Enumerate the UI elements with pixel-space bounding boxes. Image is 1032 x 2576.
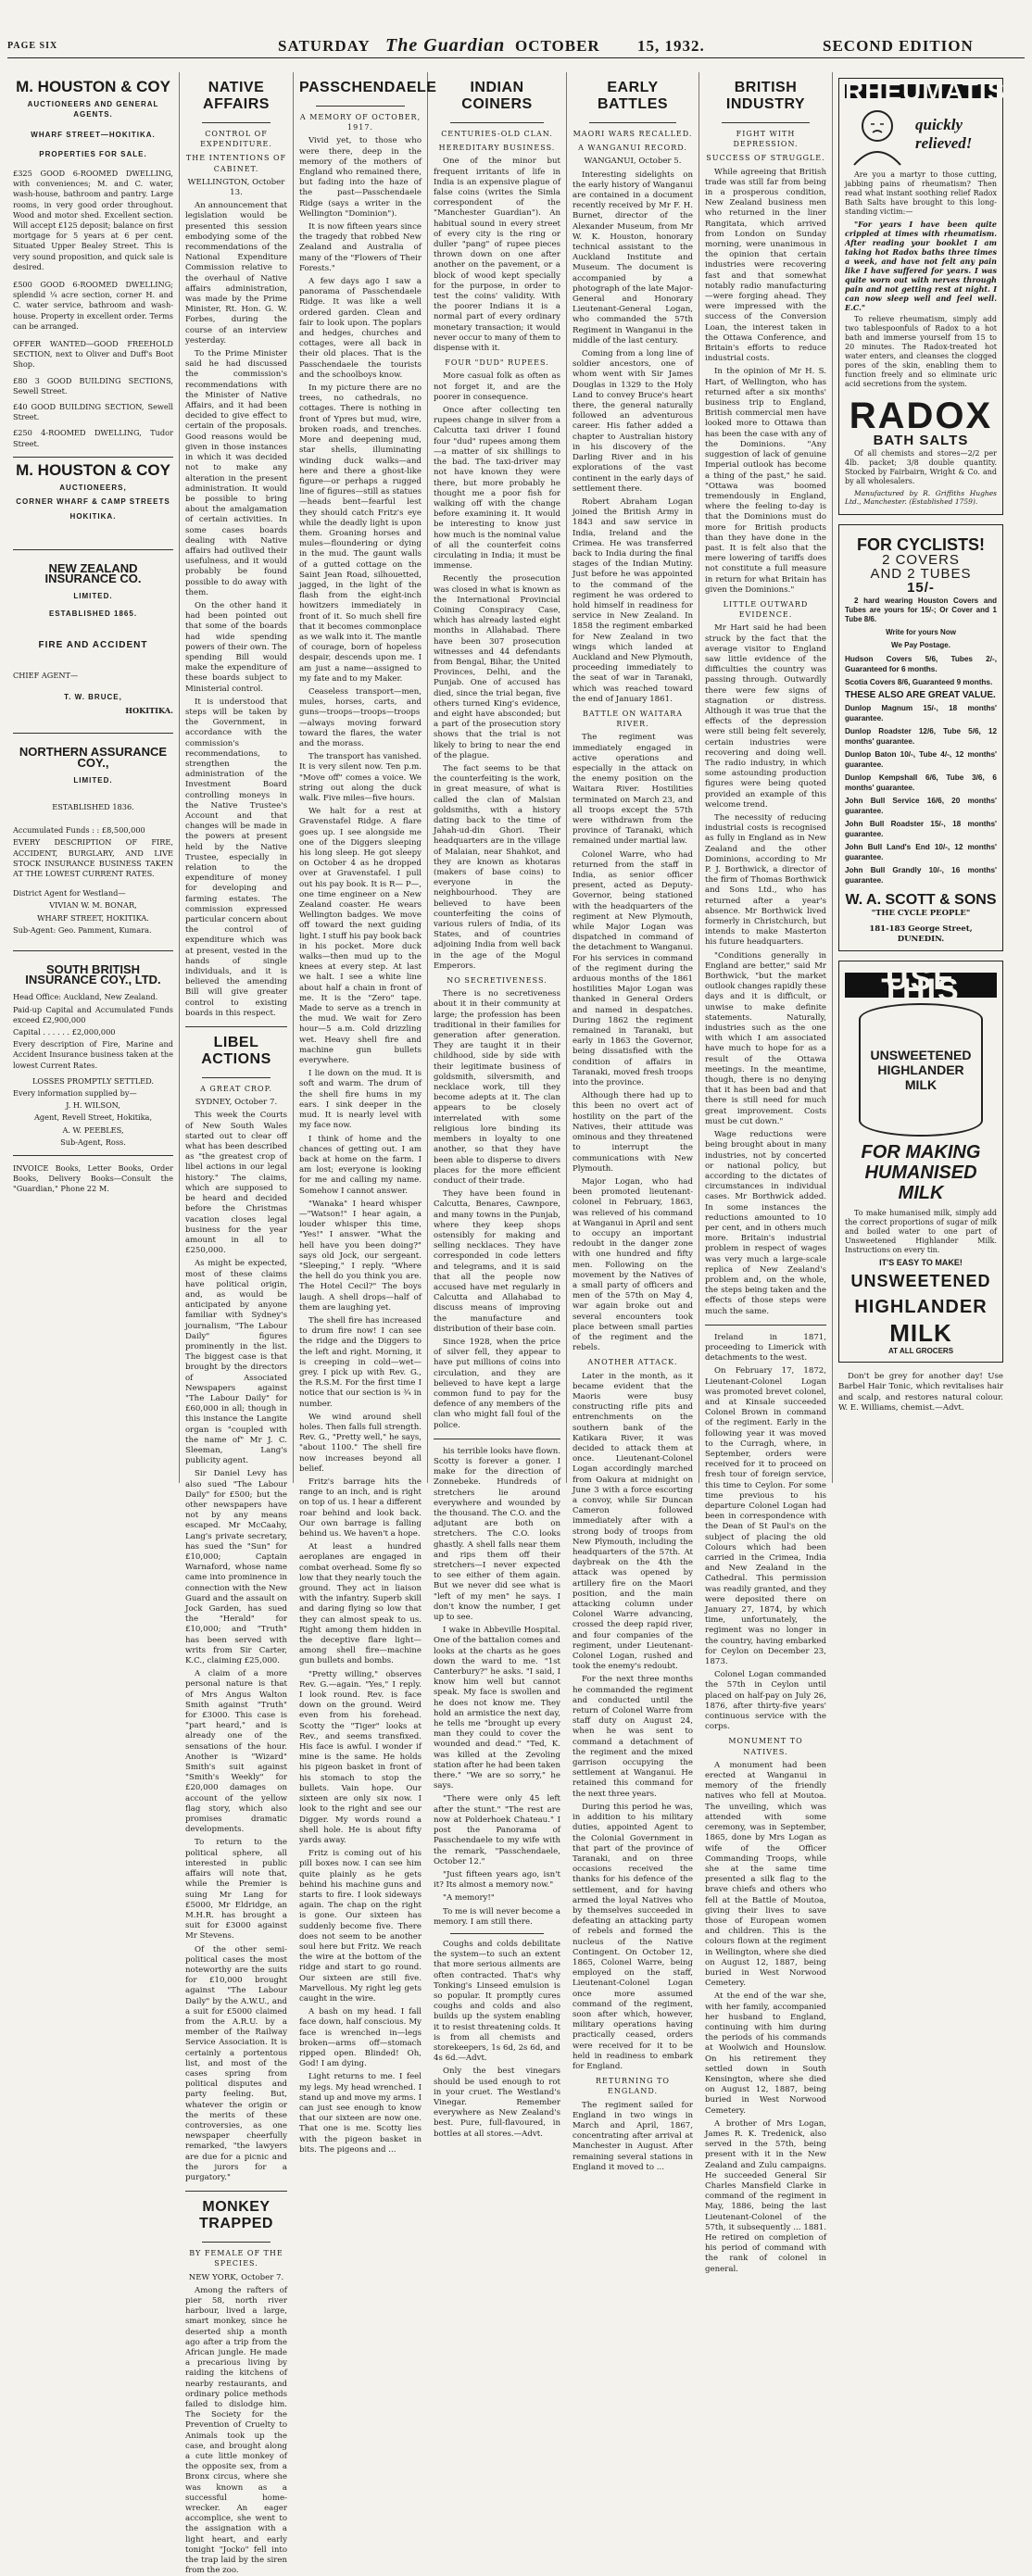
milk-easy: IT'S EASY TO MAKE! bbox=[879, 1257, 963, 1267]
article-paragraph: On February 17, 1872, Lieutenant-Colonel Logan was promoted brevet colonel, and at Kinsale succeeded Colonel Brown in command of the regiment. Early in the following year it was moved to the Curragh, where, in September, orders were received for it to proceed on fresh tour of foreign service, this time to Ceylon. For some time previous to his departure Colonel Logan had been in correspondence with the Dean of St Paul's on the subject of placing the old Colours which had been carried in the Crimea, India and New Zealand in the Cathedral. This permission was readily granted, and they were deposited there on January 27, 1874, by which time, unfortunately, the regiment was no longer in the country, having embarked for Ceylon on December 23, 1873. bbox=[705, 1366, 826, 1667]
cyclists-advert bbox=[838, 524, 1003, 951]
column-3 bbox=[294, 72, 437, 2155]
battles-sub4: ANOTHER ATTACK. bbox=[587, 1358, 678, 1367]
divider bbox=[13, 733, 173, 734]
divider bbox=[185, 1026, 287, 1027]
article-paragraph: his terrible looks have flown. Scotty is forever a goner. I make for the direction of Zonnebeke. Hundreds of stretchers lie around everywhere and wounded by the thousand. The C.O. and the adjutant are both on stretchers. The C.O. looks ghastly. A shell falls near them and rips them off their stretchers—I never expected to see either of them again. But we never did see what is "left of my men" he says. I don't know the number, I get up to see. bbox=[434, 1446, 560, 1623]
masthead-edition: SECOND EDITION bbox=[823, 37, 974, 55]
nzins-sub3: FIRE AND ACCIDENT bbox=[38, 639, 148, 650]
battles-sub5: RETURNING TO ENGLAND. bbox=[596, 2077, 670, 2096]
price-row: Dunlop Roadster 12/6, Tube 5/6, 12 months' guarantee. bbox=[845, 726, 997, 746]
battles-dateline: WANGANUI, October 5. bbox=[584, 157, 682, 167]
article-paragraph: Fritz's barrage hits the range to an inch, and is right on top of us. I hear a different roar behind and look back. Our own barrage is falling behind us. We haven't a hope. bbox=[299, 1477, 422, 1539]
article-paragraph: A claim of a more personal nature is that of Mrs Angus Walton Smith against "Truth" for £3000. This case is "part heard," and is already one of the sensations of the hour. Another is "Wizard" Smith's suit against "Smith's Weekly" for £20,000 damages on account of the yellow flag story, which also promises dramatic developments. bbox=[185, 1669, 287, 1835]
article-paragraph: Light returns to me. I feel my legs. My head wrenched. I stand up and move my arms. I can just see enough to know that our sixteen are now one. That one is me. Scotty lies with the pigeon basket in bits. The pigeons and ... bbox=[299, 2072, 422, 2155]
advert-paragraph: Don't be grey for another day! Use Barbel Hair Tonic, which revitalises hair and scalp, and restores natural colour. W. E. Williams, chemist.—Advt. bbox=[838, 1372, 1003, 1413]
houston-name: M. HOUSTON & COY bbox=[16, 78, 170, 95]
firm-address: 181-183 George Street, DUNEDIN. bbox=[869, 924, 973, 945]
nzins-sub5: T. W. BRUCE, bbox=[64, 692, 122, 701]
battles-sub1: MAORI WARS RECALLED. bbox=[573, 130, 693, 138]
divider bbox=[202, 1077, 271, 1078]
industry-sub3: LITTLE OUTWARD EVIDENCE. bbox=[723, 599, 809, 620]
milk-stores: AT ALL GROCERS bbox=[887, 1347, 954, 1356]
libel-headline: LIBEL ACTIONS bbox=[201, 1035, 271, 1068]
columns bbox=[7, 72, 1028, 2576]
article-paragraph: They have been found in Calcutta, Benares, Cawnpore, and many towns in the Punjab, where they keep shops ostensibly for making and selling necklaces. They have corresponded in code letters and telegrams, and it is said that all the people now accused have met regularly in Calcutta and Allahabad to discuss means of improving the manufacture and distribution of their base coin. bbox=[434, 1189, 560, 1334]
passchendaele-headline: PASSCHENDAELE bbox=[299, 80, 437, 95]
article-paragraph: An announcement that legislation would be presented this session embodying some of the recommendations of the National Expenditure Commission relative to the overhaul of Native affairs administration, was made by the Prime Minister, Rt. Hon. G. W. Forbes, during the course of an interview yesterday. bbox=[185, 201, 287, 346]
coiners-headline: INDIAN COINERS bbox=[461, 80, 533, 112]
masthead-day: SATURDAY bbox=[278, 37, 371, 55]
tyre-price-list bbox=[845, 654, 997, 886]
article-paragraph: "There were only 45 left after the stunt." "The rest are now at Polderhoek Chateau." I post the Panorama of Passchendaele to my wife with the remark, "Passchendaele, October 12." bbox=[434, 1794, 560, 1866]
nzins-sub1: LIMITED. bbox=[73, 592, 113, 601]
rheumatism-banner: RHEUMATISM bbox=[845, 77, 1028, 106]
houston2-sub2: CORNER WHARF & CAMP STREETS bbox=[16, 497, 170, 507]
column-1 bbox=[7, 72, 180, 1483]
houston-sub3: PROPERTIES FOR SALE. bbox=[39, 149, 147, 158]
article-paragraph: To me is will never become a memory. I am still there. bbox=[434, 1906, 560, 1927]
coiners-sub3: FOUR "DUD" RUPEES. bbox=[445, 358, 549, 368]
battles-headline: EARLY BATTLES bbox=[597, 80, 669, 112]
article-paragraph: In the opinion of Mr H. S. Hart, of Wellington, who has returned after a six months' business trip to England, British commercial men have looked more to Ottawa than has been the case with any of the Dominions. "Any suggestion of lack of genuine Imperial outlook has become a thing of the past," he said. "Ottawa was boomed tremendously in England, where the feeling to-day is that the Dominions must do more for British products than they have done in the past. It is felt also that the mere lowering of tariffs does not constitute a full measure in return for what Britain has given the Dominions." bbox=[705, 367, 826, 595]
native-dateline: WELLINGTON, October 13. bbox=[187, 177, 285, 198]
article-paragraph: "Wanaka" I heard whisper—"Watson!" I hear again, a louder whisper this time, "Yes!" I answer. "What the hell have you been doing?" says old Jock, our sergeant. "Sleeping," I reply. "Where the hell do you think you are. The Hotel Cecil?" The boys laugh. A shell drops—half of them are laughing yet. bbox=[299, 1199, 422, 1313]
houston2-sub3: HOKITIKA. bbox=[69, 511, 117, 521]
advert-paragraph: Write for yours Now bbox=[886, 628, 956, 637]
article-paragraph: Coming from a long line of soldier ancestors, one of whom went with Sir James Douglas in 1329 to the Holy Land to convey Bruce's heart there, the general naturally followed an adventurous career. His father added a chapter to Australian history in his discovery of the Darling River and in his explorations of the vast continent in the early days of settlement there. bbox=[573, 349, 693, 494]
article-paragraph: We wind around shell holes. Then falls full strength. Rev. G., "Pretty well," he says, "about 1100." The shell fire now increases beyond all belief. bbox=[299, 1412, 422, 1474]
northern-line: EVERY DESCRIPTION OF FIRE, ACCIDENT, BURGLARY, AND LIVE STOCK INSURANCE BUSINESS TAKEN AT THE LOWEST CURRENT RATES. bbox=[13, 837, 173, 878]
column-6 bbox=[699, 72, 833, 2274]
property-listing: £325 GOOD 6-ROOMED DWELLING, with conveniences; M. and C. water, wash-house, bathroom and pantry. Large rooms, in very good order throughout. Wood and motor shed. Excellent section. Will accept £125 deposit; balance on first mortgage for 5 years at 6 per cent. Situated Upper Bealey Street. This is very sound proposition, and quick sale is desired. bbox=[13, 169, 173, 271]
firm-name: W. A. SCOTT & SONS bbox=[845, 891, 997, 908]
masthead-title: The Guardian bbox=[385, 35, 506, 56]
nzins-sub2: ESTABLISHED 1865. bbox=[48, 609, 138, 619]
article-paragraph: We halt for a rest at Gravenstafel Ridge. A flare goes up. I see alongside me one of the Diggers sleeping his long sleep. He got sleepy on October 4 as he dropped over at Gravenstafel. I pull out his pay book. It is R— P—, one time engineer on a New Zealand coaster. He wears Wellington badges. We move off toward the next guiding light. I stuff his pay book back in his pocket. More duck walks—then mud up to the knees at every step. At last we halt. I see a white line about half a chain in front of me. It is the "Zero" tape. Made to serve as a trench in the mud. We wait for Zero hour—5 a.m. Cold drizzling wet. Heavy shell fire and machine gun bullets everywhere. bbox=[299, 807, 422, 1066]
article-paragraph: Since 1928, when the price of silver fell, they appear to have put millions of coins into circulation, and they are believed to have kept a large common fund to pay for the defence of any members of the clan who might fall foul of the police. bbox=[434, 1337, 560, 1430]
page-number: PAGE SIX bbox=[7, 41, 58, 51]
price-row: THESE ALSO ARE GREAT VALUE. bbox=[845, 689, 996, 700]
libel-dateline: SYDNEY, October 7. bbox=[195, 1098, 278, 1108]
milk-tin-icon: UNSWEETENED HIGHLANDER MILK bbox=[859, 1003, 983, 1137]
native-headline: NATIVE AFFAIRS bbox=[203, 80, 270, 112]
article-paragraph: I wake in Abbeville Hospital. One of the battalion comes and looks at the charts as he goes down the ward to me. "1st Canterbury?" he asks. "I said, I know him well but cannot speak. My face is swollen and he does not know me. They hold an armistice the next day, he tells me "brought up every man they could to cover the wounded and dead." "Ted, K. was killed at the Zevoling station after he had been taken there." "We are so sorry," he says. bbox=[434, 1626, 560, 1791]
sb-line: A. W. PEEBLES, bbox=[62, 1125, 124, 1135]
article-paragraph: Vivid yet, to those who were there, deep in the memory of the mothers of England who remained there, but fading into the haze of the past—Passchendaele Ridge (says a writer in the Wellington "Dominion"). bbox=[299, 136, 422, 219]
northern-sub1: LIMITED. bbox=[73, 775, 113, 785]
native-sub1: CONTROL OF EXPENDITURE. bbox=[200, 130, 272, 149]
southbritish-name: SOUTH BRITISH INSURANCE COY., LTD. bbox=[25, 961, 161, 987]
sb-line: Paid-up Capital and Accumulated Funds exceed £2,900,000 bbox=[13, 1004, 173, 1024]
industry-sub1: FIGHT WITH DEPRESSION. bbox=[733, 130, 799, 149]
divider bbox=[589, 122, 676, 123]
article-paragraph: A few days ago I saw a panorama of Passchendaele Ridge. It was like a well ordered garden. Clean and fair to look upon. The poplars and hedges, churches and cottages, were all back in their old places. That is the Passchendaele the tourists and the schoolboys know. bbox=[299, 277, 422, 380]
masthead bbox=[7, 0, 1025, 58]
houston-sub2: WHARF STREET—HOKITIKA. bbox=[31, 130, 156, 139]
advert-paragraph: To make humanised milk, simply add the correct proportions of sugar of milk and boiled water to one part of Unsweetened Highlander Milk. Instructions on every tin. bbox=[845, 1208, 997, 1254]
divider bbox=[13, 1155, 173, 1156]
advert-paragraph: Are you a martyr to those cutting, jabbing pains of rheumatism? Then read what instant soothing relief Radox Bath Salts have brought to this long-standing victim:— bbox=[845, 170, 997, 217]
article-paragraph: More casual folk as often as not forget it, and are the poorer in consequence. bbox=[434, 371, 560, 402]
article-paragraph: "Just fifteen years ago, isn't it? Its almost a memory now." bbox=[434, 1869, 560, 1891]
price-row: John Bull Service 16/6, 20 months' guarantee. bbox=[845, 796, 997, 815]
article-paragraph: While agreeing that British trade was still far from being in a prosperous condition, New Zealand business men who returned in the liner Rangitata, which arrived from London on Sunday morning, were unanimous in the opinion that certain industries were recovering fast and that somewhat notably radio manufacturing—were forging ahead. They were impressed with the success of the Conversion Loan, the interest taken in the Ottawa Conference, and Britain's efforts to reduce industrial costs. bbox=[705, 167, 826, 364]
article-paragraph: Sir Daniel Levy has also sued "The Labour Daily" for £500; but the other newspapers have not by any means escaped. Mr McCaahy, Lang's private secretary, has sued the "Sun" for £10,000; Captain Warnaford, whose name came into prominence in connection with the New Guard and the assault on Jock Garden, has sued the "Herald" for £10,000; and "Truth" has been served with writs from Sir Carter, K.C., claiming £25,000. bbox=[185, 1469, 287, 1666]
coiners-sub2: HEREDITARY BUSINESS. bbox=[438, 144, 556, 153]
northern-line: District Agent for Westland— bbox=[13, 888, 126, 898]
divider bbox=[316, 106, 405, 107]
passchendaele-sub1: A MEMORY OF OCTOBER, 1917. bbox=[299, 113, 422, 132]
cyclists-line2: AND 2 TUBES bbox=[870, 565, 972, 582]
property-listing: £80 3 GOOD BUILDING SECTIONS, Sewell Street. bbox=[13, 375, 173, 396]
nzins-sub4: CHIEF AGENT— bbox=[13, 670, 79, 680]
article-paragraph: It is now fifteen years since the tragedy that robbed New Zealand and Australia of many of the "Flowers of Their Forests." bbox=[299, 222, 422, 273]
divider bbox=[185, 2191, 287, 2192]
northern-line: WHARF STREET, HOKITIKA. bbox=[37, 912, 149, 923]
houston-sub1: AUCTIONEERS AND GENERAL AGENTS. bbox=[27, 100, 159, 119]
price-row: Dunlop Magnum 15/-, 18 months' guarantee. bbox=[845, 703, 997, 723]
article-paragraph: At the end of the war she, with her family, accompanied her husband to England, continuing with him during the periods of his commands at Woolwich and Hounslow. On his retirement they settled down in South Kensington, where she died on August 12, 1887, being buried in West Norwood Cemetery. bbox=[705, 1992, 826, 2116]
column-5 bbox=[567, 72, 699, 2172]
northern-name: NORTHERN ASSURANCE COY., bbox=[19, 745, 168, 770]
battles-sub2: A WANGANUI RECORD. bbox=[578, 144, 687, 153]
sb-line: Sub-Agent, Ross. bbox=[60, 1137, 126, 1147]
divider bbox=[202, 122, 271, 123]
article-paragraph: At least a hundred aeroplanes are engaged in combat overhead. Some fly so low that they nearly touch the ground. They act in liaison with the infantry. Superb skill and daring flying so low that they can almost speak to us. Right among them hidden in the deceptive flare light—among shell fire—machine gun bullets and bombs. bbox=[299, 1542, 422, 1666]
article-paragraph: The transport has vanished. It is very silent now. Ten p.m. "Move off" comes a voice. We string out along the duck walk. Five miles—five hours. bbox=[299, 752, 422, 803]
article-paragraph: Of the other semi-political cases the most noteworthy are the suits for £10,000 brought against "The Labour Daily" by the A.W.U., and a suit for £5000 claimed from the A.R.U. by a member of the Railway Service Association. It is certainly a portentous list, and most of the cases spring from political disputes and party feeling. But, whatever the origin or the merits of these controversies, as one newspaper cheerfully remarked, "the lawyers are due for a picnic and the jurors for a purgatory." bbox=[185, 1944, 287, 2182]
article-paragraph: For the next three months he commanded the regiment and conducted until the return of Colonel Warre from staff duty on August 24, when he was sent to command a detachment of the regiment and the mixed garrison occupying the settlement at Wanganui. He retained this command for the next three years. bbox=[573, 1675, 693, 1799]
price-row: John Bull Roadster 15/-, 18 months' guarantee. bbox=[845, 819, 997, 838]
article-paragraph: A bash on my head. I fall face down, half conscious. My face is wrenched in—legs broken—arms off—stomach ripped open. Blinded! Oh, God! I am dying. bbox=[299, 2007, 422, 2069]
industry-sub2: SUCCESS OF STRUGGLE. bbox=[706, 154, 825, 163]
sb-line: J. H. WILSON, bbox=[66, 1100, 120, 1111]
article-paragraph: Robert Abraham Logan joined the British Army in 1843 and saw service in India, Ireland and the Crimea. He was transferred back to India during the final stages of the Indian Mutiny. Just before he was appointed to the command of the regiment he was ordered to hold himself in readiness for service in New Zealand. In 1858 the regiment embarked for New Zealand in two wings which landed at Auckland and New Plymouth, proceeding immediately to the seat of war in Taranaki, which was reached toward the end of January 1861. bbox=[573, 496, 693, 704]
sb-line: Every information supplied by— bbox=[13, 1088, 137, 1098]
sb-line: Head Office: Auckland, New Zealand. bbox=[13, 992, 158, 1002]
advert-paragraph: To relieve rheumatism, simply add two tablespoonfuls of Radox to a hot bath and immerse yourself from 15 to 20 minutes. The Radox-treated hot water enters, and cleanses the clogged pores of the skin, enabling them to function freely and so eliminate uric acid secretions from the system. bbox=[845, 315, 997, 389]
northern-sub2: ESTABLISHED 1836. bbox=[52, 801, 134, 811]
divider bbox=[13, 950, 173, 951]
advert-paragraph: We Pay Postage. bbox=[891, 641, 950, 650]
article-paragraph: Major Logan, who had been promoted lieutenant-colonel in February, 1863, was relieved of his command at Wanganui in April and sent to occupy an important redoubt in the danger zone with one hundred and fifty men. Following on the movement by the Natives of a small party of officers and men of the 57th on May 4, war again broke out and several encounters took place between small parties of the regiment and the rebels. bbox=[573, 1176, 693, 1353]
coiners-sub4: NO SECRETIVENESS. bbox=[447, 976, 547, 986]
nzins-name: NEW ZEALAND INSURANCE CO. bbox=[44, 560, 142, 585]
article-paragraph: To the Prime Minister said he had discussed the commission's recommendations with the Minister of Native Affairs, and it had been decided to give effect to certain of the proposals. Good reasons would be given in those instances in which it was decided not to make any alteration in the present administration. It would be possible to bring about the amalgamation of certain activities. In some cases boards dealing with Native affairs had outlived their usefulness, and it would probably be found possible to do away with them. bbox=[185, 349, 287, 597]
northern-line: Accumulated Funds : : £8,500,000 bbox=[13, 825, 145, 836]
monkey-sub1: BY FEMALE OF THE SPECIES. bbox=[189, 2249, 283, 2268]
monkey-dateline: NEW YORK, October 7. bbox=[188, 2272, 284, 2282]
sufferer-illustration-icon bbox=[845, 102, 910, 167]
cyclists-price: 15/- bbox=[907, 580, 935, 597]
rheumatism-tagline: quickly relieved! bbox=[915, 116, 973, 153]
price-row: John Bull Land's End 10/-, 12 months' guarantee. bbox=[845, 842, 997, 861]
column-7 bbox=[833, 72, 1028, 1483]
sb-line: Capital . . . . . . £2,000,000 bbox=[13, 1026, 116, 1037]
industry-headline: BRITISH INDUSTRY bbox=[725, 80, 806, 112]
masthead-date: 15, 1932. bbox=[637, 37, 705, 55]
advert-quote: "For years I have been quite crippled at times with rheumatism. After reading your booklet I am taking hot Radox baths three times a week, and have not felt any pain like I have suffered for years. I was quite worn out with nerves through pain and not getting rest at night. I can now sleep well and feel well. E.C." bbox=[845, 220, 997, 313]
article-paragraph: In my picture there are no trees, no cathedrals, no cottages. There is nothing in front of Ypres but mud, wire, broken roads, and trenches. More and deepening mud, star shells, illuminating winding duck walks—and here and there a ghost-like figure—or perhaps a rugged line of figures—still as statues—heads bent—fearful lest they should catch Fritz's eye while the deadly light is upon them. Groaning horses and mules—floundering or dying in the mud. The gaunt walls of a gutted cottage on the Saint Jean Road, silhouetted, jagged, in the light of the flash from the eight-inch howitzers immediately in front of it. So much shell fire that it becomes commonplace as we walk into it. The mantle of courage, born of hopeless despair, descends upon me. I am just a name—assigned to my fate and to my Maker. bbox=[299, 383, 422, 684]
price-row: John Bull Grandly 10/-, 16 months' guarantee. bbox=[845, 865, 997, 885]
libel-sub1: A GREAT CROP. bbox=[200, 1085, 272, 1094]
article-paragraph: Colonel Logan commanded the 57th in Ceylon until placed on half-pay on July 26, 1876, after thirty-five years' continuous service with the corps. bbox=[705, 1670, 826, 1732]
article-paragraph: To return to the political sphere, all interested in public affairs will note that, while the Premier is suing Mr Lang for £5000, Mr Eldridge, an M.H.R. has brought a suit for £3000 against Mr Stevens. bbox=[185, 1838, 287, 1941]
divider bbox=[722, 122, 810, 123]
article-paragraph: Mr Hart said he had been struck by the fact that the average visitor to England saw little evidence of the difficulties the country was passing through. Outwardly there were few signs of stagnation or distress. Although it was true that the effects of the depression were still being felt severely, certain industries were recovering and doing well. The radio industry, in which some astounding production figures were being quoted provided an example of this welcome trend. bbox=[705, 623, 826, 810]
price-row: Dunlop Baton 10/-, Tube 4/-, 12 months' guarantee. bbox=[845, 749, 997, 769]
monkey-headline: MONKEY TRAPPED bbox=[199, 2199, 273, 2232]
advert-paragraph: 2 hard wearing Houston Covers and Tubes are yours for 15/-; Or Cover and 1 Tube 8/6. bbox=[845, 597, 997, 624]
houston2-sub1: AUCTIONEERS, bbox=[59, 484, 127, 493]
article-paragraph: Interesting sidelights on the early history of Wanganui are contained in a document recently received by Mr F. H. Burnet, director of the Alexander Museum, from Mr W. K. Houston, honorary technical assistant to the Auckland Institute and Museum. The document is accompanied by a photograph of the late Major-General and Honorary Lieutenant-General Logan, who commanded the 57th Regiment in Wanganui in the middle of the last century. bbox=[573, 170, 693, 346]
article-paragraph: Although there had up to this been no overt act of hostility on the part of the Natives, their attitude was ominous and they threatened to interrupt the communications with New Plymouth. bbox=[573, 1091, 693, 1174]
article-paragraph: "Pretty willing," observes Rev. G.—again. "Yes," I reply. I look round. Rev. is face down on the ground. Weird even from his forehead. Scotty the "Tiger" looks at Rev., and seems transfixed. His face is awful. I wonder if mine is the same. He holds his pigeon basket in front of his stomach to stop the bullets. Vain hope. Our sixteen are only six now. I look to the right and see our Digger. My words round a shell hole. He is about fifty yards away. bbox=[299, 1669, 422, 1845]
advert-paragraph: Manufactured by R. Griffiths Hughes Ltd., Manchester. (Established 1759). bbox=[845, 489, 997, 507]
article-paragraph: The fact seems to be that the counterfeiting is the work, in great measure, of what is called the clan of Malsian goldsmiths, with a history dating back to the time of Jahah-ud-din Ghori. Their headquarters are in the village of Malaian, near Shahkot, and they are known as khotaras (makers of base coins) to everyone in the neighbourhood. They are believed to have been counterfeiting the coins of various rulers of India, of its States, and of countries adjoining India from well back in the age of the Mogul Emperors. bbox=[434, 763, 560, 971]
article-paragraph: Once after collecting ten rupees change in silver from a Calcutta taxi driver I found four "dud" rupees among them—a matter of six shillings to the bad. The taxi-driver may not have known they were there, but more probably he thought me a poor fish for walking off with the change before examining it. It would be interesting to know just how much is the nominal value of all the counterfeit coins circulating in India; it must be immense. bbox=[434, 406, 560, 572]
divider bbox=[705, 1325, 826, 1326]
radox-advert bbox=[838, 77, 1028, 515]
native-sub2: THE INTENTIONS OF CABINET. bbox=[185, 154, 287, 173]
property-listing: £250 4-ROOMED DWELLING, Tudor Street. bbox=[13, 428, 173, 448]
article-paragraph: I think of home and the chances of getting out. I am back at home on the farm. I am lost; everyone is looking for me and calling my name. Somehow I cannot answer. bbox=[299, 1134, 422, 1196]
coiners-sub1: CENTURIES-OLD CLAN. bbox=[441, 130, 553, 138]
article-paragraph: Fritz is coming out of his pill boxes now. I can see him quite plainly as he gets behind his machine guns and starts to fire. I look sideways again. The chap on the right is gone. Our sixteen has suddenly become five. There does not seem to be another soul here but Fritz. We reach the wire at the bottom of the ridge and start to go round. Our sixteen are still five. Marvellous. My right leg gets caught in the wire. bbox=[299, 1849, 422, 2004]
highlander-advert bbox=[838, 961, 1003, 1363]
article-paragraph: A brother of Mrs Logan, James R. K. Tredenick, also served in the 57th, being present with it in the New Zealand and Zulu campaigns. He succeeded General Sir Charles Mansfield Clarke in command of the regiment in May, 1886, being the last Lieutenant-Colonel of the 57th, it subsequently ... 1881. He retired on completion of his period of command with the rank of colonel in general. bbox=[705, 2118, 826, 2274]
article-paragraph: Wage reductions were being brought about in many industries, not by concerted or national policy, but according to the dictates of circumstances in individual cases. Mr Borthwick added. In some instances the reductions amounted to 10 per cent, and in others much more. Britain's industrial problem in respect of wages was very much a large-scale replica of New Zealand's problem and, on the whole, the steps being taken and the effects of those steps were much the same. bbox=[705, 1130, 826, 1316]
article-paragraph: Ceaseless transport—men, mules, horses, carts, and guns—troops—troops—troops—always moving forward toward the flares, the water and the morass. bbox=[299, 686, 422, 748]
divider bbox=[202, 2242, 271, 2243]
northern-line: VIVIAN W. M. BONAR, bbox=[49, 900, 137, 911]
invoice-notice: INVOICE Books, Letter Books, Order Books, Delivery Books—Consult the "Guardian," Phone 22 M. bbox=[13, 1163, 173, 1194]
article-paragraph: One of the minor but frequent irritants of life in India is an expensive plague of false coins (writes the Simla correspondent of the "Manchester Guardian"). An habitual sound in every street of every city is the ring or duller "pang" of rupee pieces thrown down on one after another on the pavement, or a block of wood kept specially for the purpose, in order to test the coins' validity. With the poorer Indians it is a normal part of every ordinary monetary transaction; it would never occur to many of them to dispense with it. bbox=[434, 157, 560, 354]
article-paragraph: Ireland in 1871, proceeding to Limerick with detachments to the west. bbox=[705, 1332, 826, 1363]
article-paragraph: Recently the prosecution was closed in what is known as the International Provincial Coining Conspiracy Case, which has already lasted eight months in Allahabad. There have been 307 prosecution witnesses and 44 defendants from Bengal, Bihar, the United Provinces, Delhi, and the Punjab. One of accused has died, since the trial began, five others turned King's evidence, and eight have absconded; but a part of the prosecution story shows that the trial is not likely to bring to near the end of the plague. bbox=[434, 574, 560, 760]
article-paragraph: There is no secretiveness about it in their community at large; the profession has been traditional in their families for generation after generation. They are taught it in their childhood, side by side with their legitimate business of goldsmith, silversmith, and necklace work, till they become adepts at it. The clan appears to be closely interrelated with some religious lore binding its members in loyalty to one another, so that they have been able to disperse to divers places for the more efficient conduct of their trade. bbox=[434, 989, 560, 1186]
property-listing: £40 GOOD BUILDING SECTION, Sewell Street. bbox=[13, 402, 173, 422]
nzins-sub6: HOKITIKA. bbox=[125, 706, 173, 716]
article-paragraph: "A memory!" bbox=[443, 1893, 495, 1904]
price-row: Scotia Covers 8/6, Guaranteed 9 months. bbox=[845, 677, 993, 686]
industry-sub4: MONUMENT TO NATIVES. bbox=[728, 1737, 803, 1756]
milk-brand-3: MILK bbox=[889, 1319, 952, 1348]
article-paragraph: As might be expected, most of these claims have political origin, and, as would be anticipated by anyone familiar with Sydney's journalism, "The Labour Daily" figures prominently in the list. The biggest case is that brought by the directors of Associated Newspapers against "The Labour Daily" for £60,000 in all; though in this instance the Langite organ is "coupled with the name of" Mr J. C. Sleeman, Lang's publicity agent. bbox=[185, 1259, 287, 1466]
divider bbox=[450, 122, 544, 123]
article-paragraph: "Conditions generally in England are better," said Mr Borthwick, "but the market outlook changes rapidly these days and it is difficult, or unwise to make definite statements. Naturally, industries such as the one with which I am associated have much to hope for as a result of the Ottawa meetings. In the meantime, though, there is no denying that it has been bad and that there is still need for much great improvement. Costs must be cut down." bbox=[705, 950, 826, 1126]
milk-brand-2: HIGHLANDER bbox=[854, 1297, 988, 1318]
article-paragraph: During this period he was, in addition to his military duties, appointed Agent to the Colonial Government in that part of the province of Taranaki, and on three occasions received the thanks for his defence of the settlement, and for having armed the loyal Natives who by themselves succeeded in defeating an attacking party of rebels and formed the nucleus of the Native Contingent. On October 12, 1865, Colonel Warre, being employed on the staff, Lieutenant-Colonel Logan once more assumed command of the regiment, soon after which, however, military operations having practically ceased, orders were received for it to be held in readiness to embark for England. bbox=[573, 1802, 693, 2071]
article-paragraph: A monument had been erected at Wanganui in memory of the friendly natives who fell at Moutoa. The unveiling, which was attended with some ceremony, was in September, 1865, done by Mrs Logan as wife of the Officer Commanding Troops, while she at the same time presented a silk flag to the brave chiefs and others who fell at the Battle of Moutoa, giving their lives to save those of European women and children. This is the colours flown at the regiment in Wellington, where she died on August 12, 1887, being buried in West Norwood Cemetery. bbox=[705, 1760, 826, 1989]
cyclists-headline: FOR CYCLISTS! bbox=[857, 535, 985, 555]
advert-paragraph: Of all chemists and stores—2/2 per 4lb. packet; 3/8 double quantity. Stocked by Fairbairn, Wright & Co. and by all wholesalers. bbox=[845, 449, 997, 486]
milk-brand-1: UNSWEETENED bbox=[850, 1272, 991, 1291]
advert-paragraph: Only the best vinegars should be used enough to rot in your cruet. The Westland's Vinegar. Remember everywhere as New Zealand's best. Pure, full-flavoured, in bottles at all stores.—Advt. bbox=[434, 2067, 560, 2139]
article-paragraph: On the other hand it had been pointed out that some of the boards had wide spending powers of their own. The spending Bill would make the expenditure of these boards subject to Ministerial control. bbox=[185, 600, 287, 694]
article-paragraph: The regiment was immediately engaged in active operations and especially in the attack on the enemy position on the Waitara River. Hostilities terminated on March 23, and all troops except the 57th were withdrawn from the province of Taranaki, which remained under martial law. bbox=[573, 733, 693, 847]
property-listing: £500 GOOD 6-ROOMED DWELLING; splendid ¼ acre section, corner H. and C. water service, bathroom and wash-house. Property in excellent order. Terms can be arranged. bbox=[13, 280, 173, 331]
use-this-banner: USE THIS bbox=[845, 973, 997, 997]
radox-brand: RADOX bbox=[849, 396, 993, 437]
article-paragraph: It is understood that steps will be taken by the Government, in accordance with the commission's recommendations, to strengthen the administration of the Investment Board controlling moneys in the Native Trustee's Account and that changes will be made in the powers at present held by the Native Trustee, especially in relation to the expenditure of money for developing and farming estates. The commission expressed particular concern about the control of expenditure which was at present, vested in the hands of single individuals, and it is believed the amending Bill will give greater control to existing boards in this respect. bbox=[185, 697, 287, 1018]
sb-line: LOSSES PROMPTLY SETTLED. bbox=[31, 1075, 155, 1086]
divider bbox=[450, 1933, 544, 1934]
price-row: Dunlop Kempshall 6/6, Tube 3/6, 6 months' guarantee. bbox=[845, 773, 997, 792]
radox-brand-sub: BATH SALTS bbox=[873, 433, 969, 449]
article-paragraph: Later in the month, as it became evident that the Maoris were busy constructing rifle pits and entrenchments on the southern bank of the Katikara River, it was decided to attack them at once. Lieutenant-Colonel Logan accordingly marched from Oakura at midnight on June 3 with a force escorting a convoy, while Sir Duncan Cameron followed immediately after with a strong body of troops from New Plymouth, including the headquarters of the 57th. At daybreak on the 4th the attack was opened by artillery fire on the Maori position, and the main attacking column under Colonel Warre advancing, crossed the deep rapid river, and four companies of the regiment, under Lieutenant-Colonel Logan, rushed and took the enemy's redoubt. bbox=[573, 1371, 693, 1672]
article-paragraph: The shell fire has increased to drum fire now! I can see the ridge and the Diggers to the left and right. Morning, it is creeping in cold—wet—grey. I pick up with Rev. G., the R.S.M. For the first time I notice that our section is ¾ in number. bbox=[299, 1315, 422, 1409]
divider bbox=[13, 549, 173, 550]
firm-tagline: "THE CYCLE PEOPLE" bbox=[871, 908, 971, 918]
article-paragraph: This week the Courts of New South Wales started out to clear off what has been described as "the greatest crop of libel actions in our legal history." The claims, which are supposed to be heard and decided before the Christmas vacation closes legal business for the year amount in all to £250,000. bbox=[185, 1111, 287, 1256]
column-4 bbox=[428, 72, 567, 2139]
milk-headline: FOR MAKING HUMANISED MILK bbox=[861, 1141, 981, 1203]
price-row: Hudson Covers 5/6, Tubes 2/-, Guaranteed for 6 months. bbox=[845, 654, 997, 673]
divider bbox=[13, 457, 173, 458]
northern-line: Sub-Agent: Geo. Pamment, Kumara. bbox=[13, 924, 152, 935]
battles-sub3: BATTLE ON WAITARA RIVER. bbox=[582, 709, 684, 729]
column-2 bbox=[180, 72, 294, 2576]
article-paragraph: Colonel Warre, who had returned from the staff in India, as senior officer present, acted as Deputy-Governor, being stationed with the headquarters of the regiment at New Plymouth, while Major Logan was dispatched in command of the detachment to Wanganui. For his services in command of the regiment during the arduous months of the 1861 hostilities Major Logan was thanked in General Orders and named in despatches. During 1862 the regiment remained in Taranaki, but early in 1863 the Governor, being dissatisfied with the condition of affairs in Taranaki, moved fresh troops into the province. bbox=[573, 849, 693, 1088]
cyclists-line1: 2 COVERS bbox=[882, 551, 960, 568]
article-paragraph: I lie down on the mud. It is soft and warm. The drum of the shell fire hums in my ears. I sink deeper in the mud. It is nearly level with my face now. bbox=[299, 1069, 422, 1131]
property-listing: OFFER WANTED—GOOD FREEHOLD SECTION, next to Oliver and Duff's Boot Shop. bbox=[13, 339, 173, 370]
masthead-month: OCTOBER bbox=[515, 37, 600, 55]
sb-line: Agent, Revell Street, Hokitika, bbox=[33, 1112, 153, 1123]
article-paragraph: The necessity of reducing industrial costs is recognised as fully in England as in New Zealand and the other Dominions, according to Mr P. J. Borthwick, a director of the firm of Thomas Borthwick and Sons Ltd., who has returned after a year's absence. Mr Borthwick lived formerly in Christchurch, but intends to make Masterton his future headquarters. bbox=[705, 813, 826, 948]
advert-paragraph: Coughs and colds debilitate the system—to such an extent that more serious ailments are often contracted. That's why Tonking's Linseed emulsion is so popular. It promptly cures coughs and colds and also builds up the system enabling it to resist threatening colds. It is from all chemists and storekeepers, 1s 6d, 2s 6d, and 4s 6d.—Advt. bbox=[434, 1939, 560, 2064]
article-paragraph: Among the rafters of pier 58, north river harbour, lived a large, smart monkey, since he deserted ship a month ago after a trip from the African jungle. He made a precarious living by raiding the kitchens of nearby restaurants, and ordinary police methods failed to dislodge him. The Society for the Prevention of Cruelty to Animals took up the case, and brought along a cute little monkey of the opposite sex, from a Bronx circus, where she was known as a successful home-wrecker. An eager accomplice, she went to the assignation with a light heart, and early tonight "Jocko" fell into the trap laid by the siren from the zoo. bbox=[185, 2285, 287, 2576]
sb-line: Every description of Fire, Marine and Accident Insurance business taken at the lowest Current Rates. bbox=[13, 1039, 173, 1070]
houston2-name: M. HOUSTON & COY bbox=[16, 460, 170, 479]
article-paragraph: The regiment sailed for England in two wings in March and April, 1867, concentrating after arrival at Manchester in August. After remaining several stations in England it moved to ... bbox=[573, 2100, 693, 2172]
